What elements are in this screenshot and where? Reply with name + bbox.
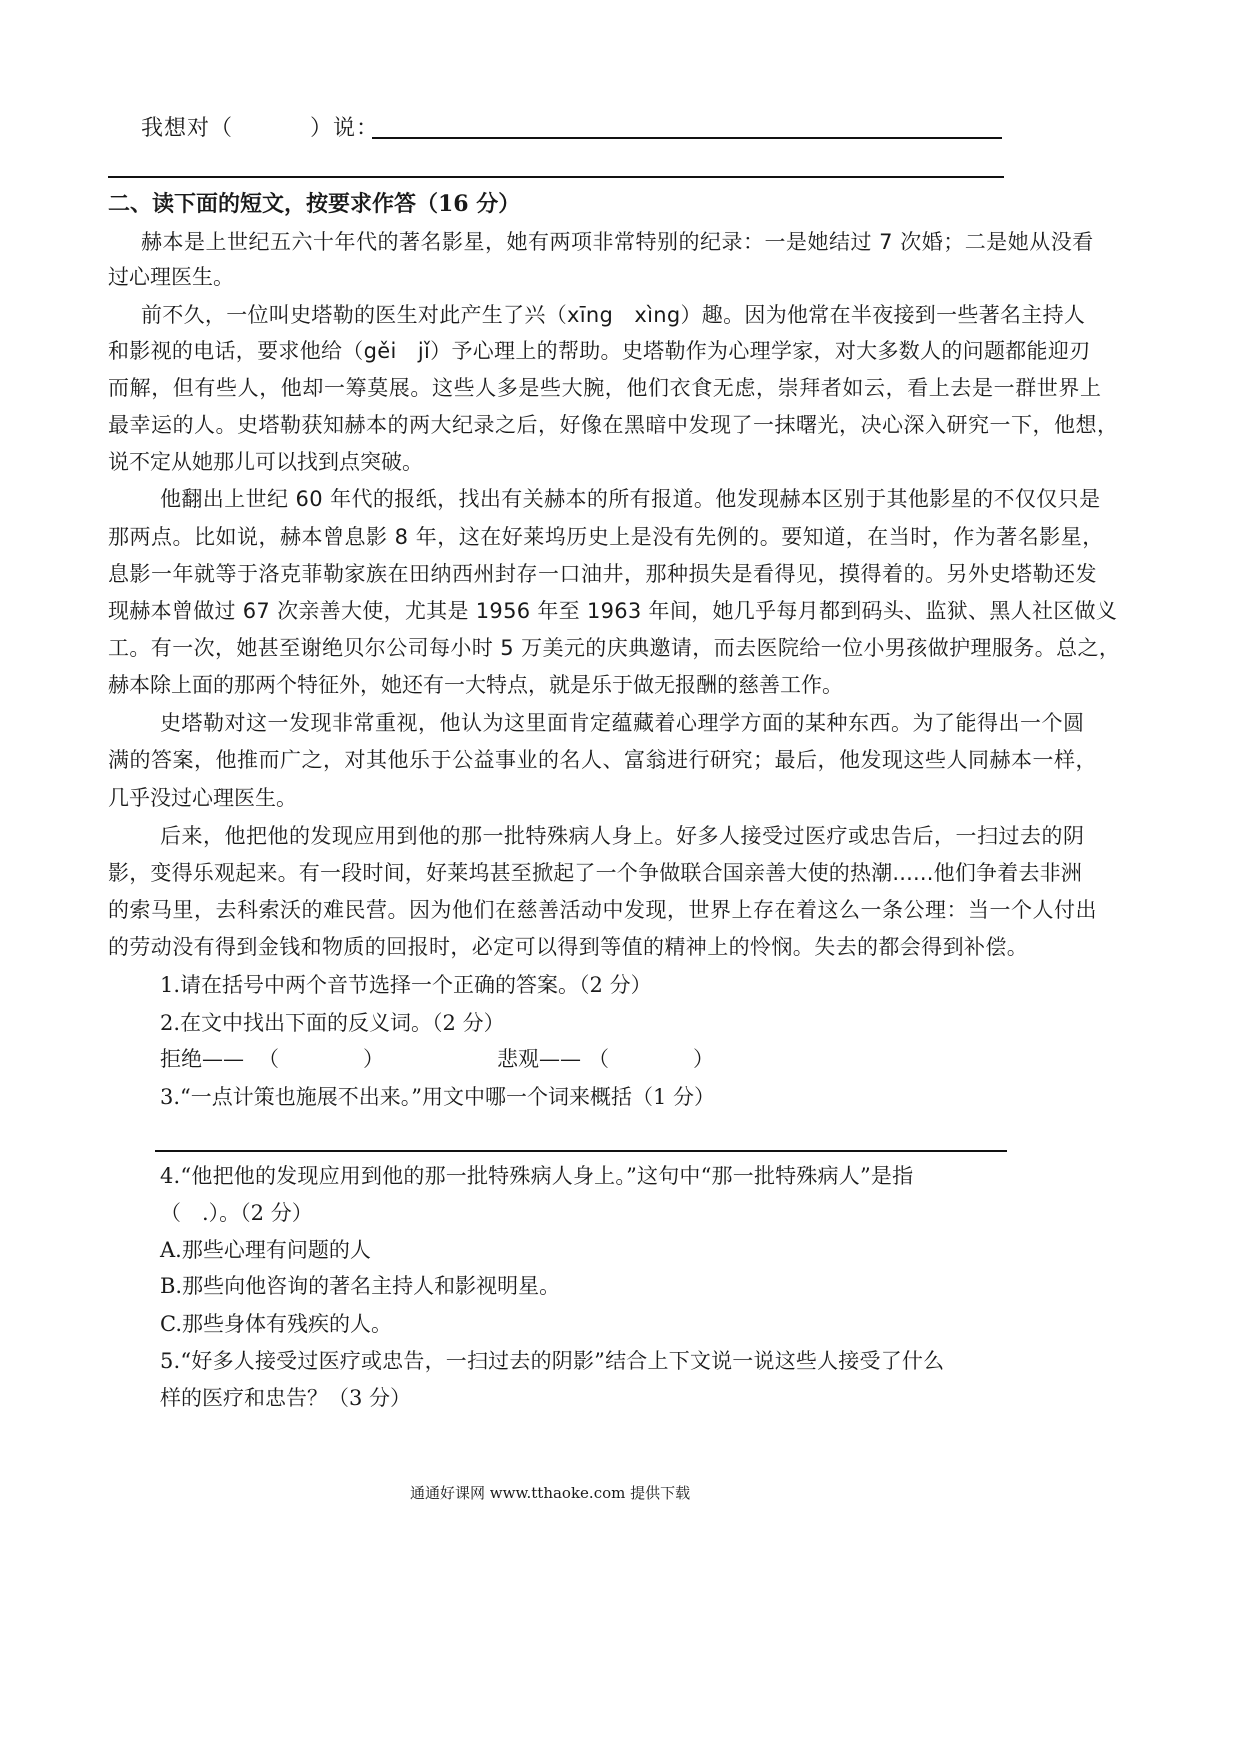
question-5-line1: 5.“好多人接受过医疗或忠告，一扫过去的阴影”结合上下文说一说这些人接受了什么 (160, 1349, 945, 1373)
passage-line: 息影一年就等于洛克菲勒家族在田纳西州封存一口油井，那种损失是看得见，摸得着的。另外史塔勒还发 (108, 562, 1097, 586)
antonym-a-blank[interactable]: （ ） (258, 1047, 384, 1071)
question-5-line2: 样的医疗和忠告？（3 分） (160, 1386, 412, 1410)
question-3: 3.“一点计策也施展不出来。”用文中哪一个词来概括（1 分） (160, 1085, 716, 1109)
passage-line: 史塔勒对这一发现非常重视，他认为这里面肯定蕴藏着心理学方面的某种东西。为了能得出一个圆 (160, 711, 1085, 735)
question-2: 2.在文中找出下面的反义词。（2 分） (160, 1011, 505, 1035)
passage-line: 最幸运的人。史塔勒获知赫本的两大纪录之后，好像在黑暗中发现了一抹曙光，决心深入研究一下，他想， (108, 413, 1119, 437)
passage-line: 现赫本曾做过 67 次亲善大使，尤其是 1956 年至 1963 年间，她几乎每月都到码头、监狱、黑人社区做义 (108, 599, 1118, 623)
passage-line: 后来，他把他的发现应用到他的那一批特殊病人身上。好多人接受过医疗或忠告后，一扫过去的阴 (160, 824, 1085, 848)
antonym-a-word: 拒绝—— (160, 1047, 244, 1071)
answer-underline-top (372, 137, 1002, 139)
passage-line: 他翻出上世纪 60 年代的报纸，找出有关赫本的所有报道。他发现赫本区别于其他影星的不仅仅只是 (160, 487, 1101, 511)
passage-line: 影，变得乐观起来。有一段时间，好莱坞甚至掀起了一个争做联合国亲善大使的热潮......他们争着去非洲 (108, 861, 1083, 885)
passage-line: 几乎没过心理医生。 (108, 786, 297, 810)
section-heading: 二、读下面的短文，按要求作答（16 分） (108, 191, 521, 217)
passage-line: 工。有一次，她甚至谢绝贝尔公司每小时 5 万美元的庆典邀请，而去医院给一位小男孩做护理服务。总之， (108, 636, 1121, 660)
option-b[interactable]: B.那些向他咨询的著名主持人和影视明星。 (160, 1274, 561, 1298)
question-1: 1.请在括号中两个音节选择一个正确的答案。（2 分） (160, 973, 652, 997)
passage-line: 说不定从她那儿可以找到点突破。 (108, 450, 423, 474)
passage-line: 过心理医生。 (108, 265, 234, 289)
passage-line: 满的答案，他推而广之，对其他乐于公益事业的名人、富翁进行研究；最后，他发现这些人同赫本一样， (108, 748, 1097, 772)
passage-line: 的劳动没有得到金钱和物质的回报时，必定可以得到等值的精神上的怜悯。失去的都会得到补偿。 (108, 935, 1029, 959)
passage-line: 而解，但有些人，他却一筹莫展。这些人多是些大腕，他们衣食无虑，崇拜者如云，看上去是一群世界上 (108, 376, 1102, 400)
section-divider (108, 176, 1004, 178)
passage-line: 的索马里，去科索沃的难民营。因为他们在慈善活动中发现，世界上存在着这么一条公理：当一个人付出 (108, 898, 1097, 922)
passage-line: 那两点。比如说，赫本曾息影 8 年，这在好莱坞历史上是没有先例的。要知道，在当时，作为著名影星， (108, 525, 1104, 549)
passage-line: 和影视的电话，要求他给（gěi jǐ）予心理上的帮助。史塔勒作为心理学家，对大多数人的问题都能迎刃 (108, 339, 1091, 363)
top-prompt-prefix: 我想对（ (141, 116, 234, 141)
passage-line: 赫本除上面的那两个特征外，她还有一大特点，就是乐于做无报酬的慈善工作。 (108, 673, 843, 697)
passage-line: 前不久，一位叫史塔勒的医生对此产生了兴（xīng xìng）趣。因为他常在半夜接到一些著名主持人 (141, 303, 1086, 327)
option-c[interactable]: C.那些身体有残疾的人。 (160, 1312, 392, 1336)
answer-underline-q3[interactable] (155, 1150, 1007, 1152)
option-a[interactable]: A.那些心理有问题的人 (160, 1238, 371, 1262)
question-4-line2: （ .）。（2 分） (160, 1201, 313, 1225)
question-4-line1: 4.“他把他的发现应用到他的那一批特殊病人身上。”这句中“那一批特殊病人”是指 (160, 1164, 914, 1188)
passage-line: 赫本是上世纪五六十年代的著名影星，她有两项非常特别的纪录：一是她结过 7 次婚；二是她从没看 (141, 230, 1094, 254)
top-prompt-suffix: ）说： (310, 116, 380, 141)
antonym-b-word: 悲观—— (497, 1047, 581, 1071)
footer-credit: 通通好课网 www.tthaoke.com 提供下载 (410, 1484, 691, 1502)
antonym-b-blank[interactable]: （ ） (588, 1047, 714, 1071)
